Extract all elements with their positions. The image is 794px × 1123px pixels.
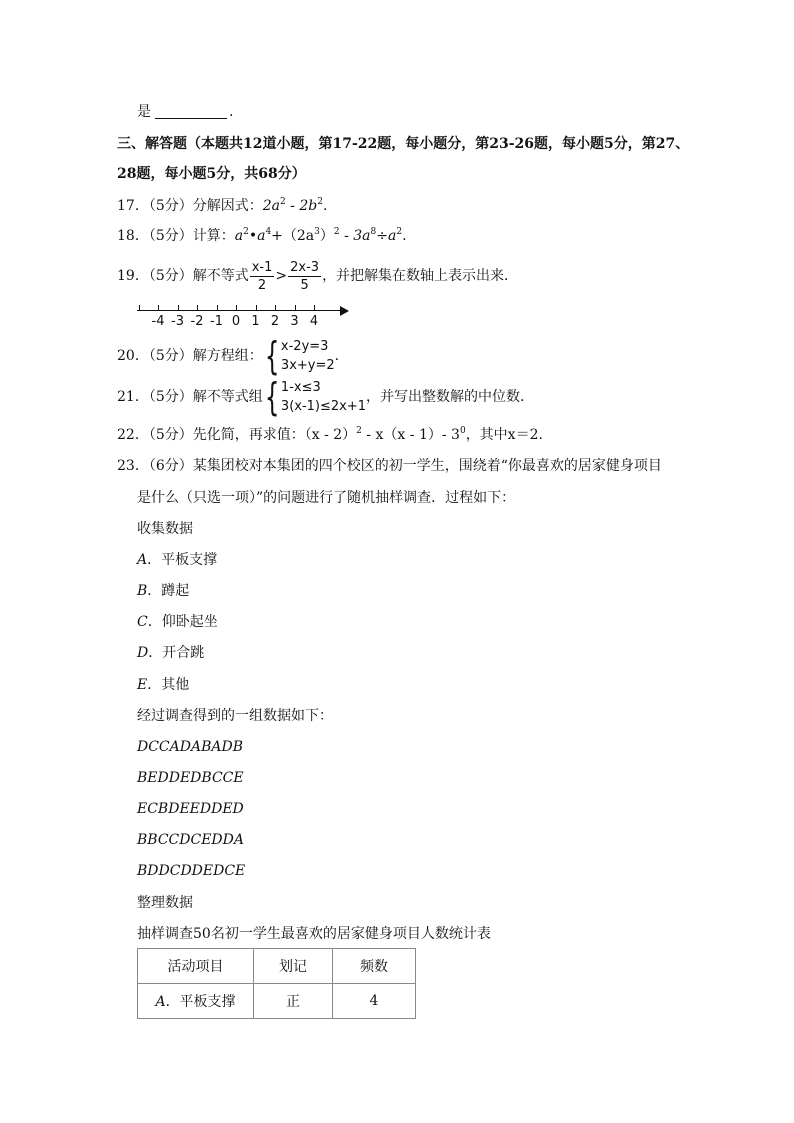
header-frequency: 频数 (333, 949, 416, 984)
question-20: 20．（5分）解方程组： { x-2y=3 3x+y=2 . (117, 334, 340, 378)
left-brace-icon: { (264, 375, 280, 419)
number-line-tick (256, 305, 257, 311)
number-line (137, 300, 352, 334)
number-line-tick (217, 305, 218, 311)
arrow-right-icon (340, 306, 349, 316)
number-line-label: 2 (270, 314, 280, 329)
number-line-label: 4 (309, 314, 319, 329)
number-line-tick (178, 305, 179, 311)
number-line-label: -2 (190, 314, 204, 329)
section-heading-line-1: 三、解答题（本题共12道小题，第17-22题，每小题分，第23-26题，每小题5分，第27、 (117, 136, 690, 152)
number-line-tick (139, 305, 140, 311)
option-d: D．开合跳 (137, 645, 205, 661)
option-e: E．其他 (137, 677, 190, 693)
table-title: 抽样调查50名初一学生最喜欢的居家健身项目人数统计表 (137, 926, 491, 942)
number-line-label: -4 (151, 314, 165, 329)
number-line-tick (197, 305, 198, 311)
number-line-tick (236, 305, 237, 311)
fraction-right: $\frac{2x-3}{5}$ (290, 259, 320, 293)
organize-data-label: 整理数据 (137, 895, 193, 911)
number-line-axis (137, 310, 342, 311)
cell-frequency: 4 (333, 984, 416, 1019)
option-c: C．仰卧起坐 (137, 614, 218, 630)
data-row-5: BDDCDDEDCE (137, 863, 246, 879)
cell-activity: A．平板支撑 (138, 984, 254, 1019)
collect-data-label: 收集数据 (137, 521, 193, 537)
fraction-left: $\frac{x-1}{2}$ (251, 259, 273, 293)
question-18: 18．（5分）计算：$a^2•a^4+(2a^3)^2 - 3a^8\div a^2$. (117, 227, 407, 244)
question-22: 22．（5分）先化简，再求值：（x - 2）$^2$ - x（x - 1）- $3^0$，其中x＝2. (117, 426, 543, 443)
number-line-label: 3 (290, 314, 299, 329)
question-19: 19．（5分）解不等式 $\frac{x-1}{2}$ > $\frac{2x-3}{5}$ ，并把解集在数轴上表示出来． (117, 259, 519, 293)
data-row-4: BBCCDCEDDA (137, 832, 244, 848)
number-line-label: -1 (210, 314, 223, 329)
cell-tally: 正 (254, 984, 333, 1019)
blank-prefix: 是 (137, 104, 151, 120)
number-line-label: 1 (251, 314, 260, 329)
frequency-table (137, 948, 416, 1019)
number-line-tick (275, 305, 276, 311)
table-header-row (138, 949, 416, 984)
answer-blank (155, 104, 227, 119)
number-line-tick (158, 305, 159, 311)
data-row-3: ECBDEEDDED (137, 801, 244, 817)
question-17: 17．（5分）分解因式：$2a^2 - 2b^2$. (117, 197, 328, 214)
section-heading-line-2: 28题，每小题5分，共68分） (117, 166, 306, 182)
number-line-label: -3 (171, 314, 184, 329)
left-brace-icon: { (264, 334, 280, 378)
question-23-line-1: 23．（6分）某集团校对本集团的四个校区的初一学生，围绕着“你最喜欢的居家健身项目 (117, 458, 662, 474)
data-row-2: BEDDEDBCCE (137, 770, 244, 786)
option-a: A．平板支撑 (137, 552, 218, 568)
header-tally: 划记 (254, 949, 333, 984)
question-23-line-2: 是什么（只选一项）”的问题进行了随机抽样调查．过程如下： (137, 490, 516, 506)
header-activity: 活动项目 (138, 949, 254, 984)
table-row (138, 984, 416, 1019)
option-b: B．蹲起 (137, 583, 190, 599)
fill-blank-line: 是 . (137, 104, 234, 120)
number-line-label: 0 (231, 314, 241, 329)
greater-than-sign: > (275, 268, 288, 284)
question-21: 21．（5分）解不等式组 { 1-x≤3 3(x-1)≤2x+1 ，并写出整数解的中位数． (117, 375, 535, 419)
number-line-tick (314, 305, 315, 311)
number-line-tick (295, 305, 296, 311)
data-row-1: DCCADABADB (137, 739, 244, 755)
inequality-system: { 1-x≤3 3(x-1)≤2x+1 (264, 375, 367, 419)
equation-system: { x-2y=3 3x+y=2 (264, 334, 335, 378)
data-intro: 经过调查得到的一组数据如下： (137, 708, 333, 724)
